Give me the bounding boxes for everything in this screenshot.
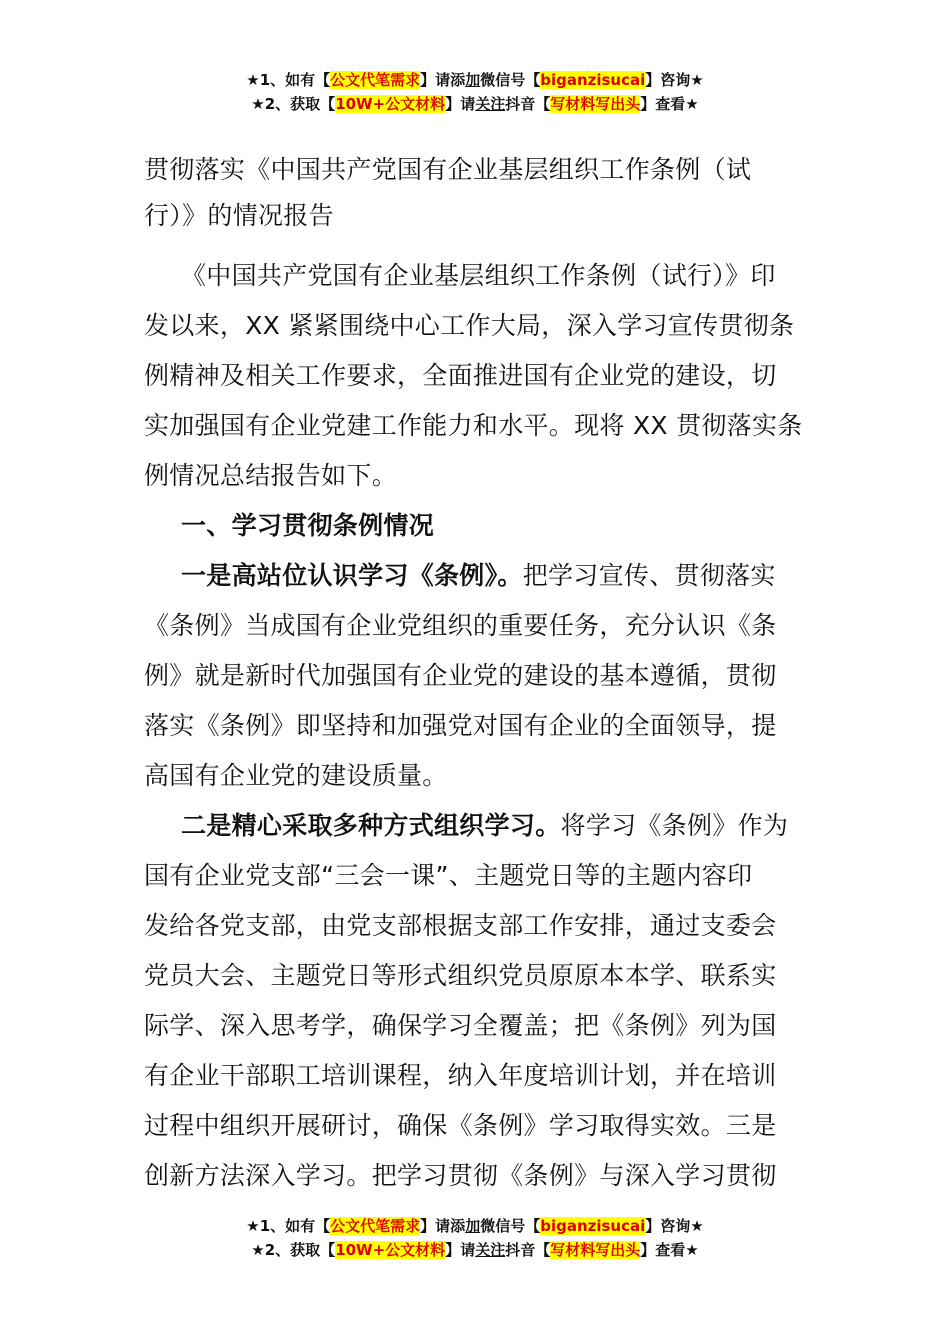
paragraph-line: 实加强国有企业党建工作能力和水平。现将 XX 贯彻落实条 [144, 411, 803, 440]
highlight-douyin-account: 写材料写出头 [550, 95, 641, 113]
banner-text: ★2、获取【 [251, 1241, 336, 1259]
banner-text: ★1、如有【 [246, 1217, 331, 1235]
intro-paragraph [144, 251, 809, 501]
banner-text: ★2、获取【 [251, 95, 336, 113]
paragraph-line: 国有企业党支部“三会一课”、主题党日等的主题内容印 [144, 861, 753, 890]
highlight-service: 公文代笔需求 [330, 71, 421, 89]
banner-text: 】请 [445, 1241, 476, 1259]
paragraph-line: 例》就是新时代加强国有企业党的建设的基本遵循，贯彻 [144, 661, 777, 690]
paragraph-line: 创新方法深入学习。把学习贯彻《条例》与深入学习贯彻 [144, 1161, 777, 1190]
banner-line-1 [0, 68, 950, 92]
banner-text: 】请添 [420, 71, 466, 89]
paragraph-line: 过程中组织开展研讨，确保《条例》学习取得实效。三是 [144, 1111, 777, 1140]
document-title [144, 147, 809, 239]
document-body [144, 147, 809, 1201]
banner-text: 】查看★ [640, 95, 699, 113]
banner-text: 微信号【 [480, 1217, 541, 1235]
highlight-douyin-account: 写材料写出头 [550, 1241, 641, 1259]
paragraph-line: 高国有企业党的建设质量。 [144, 761, 448, 790]
point-lead-rest: 将学习《条例》作为 [560, 811, 789, 840]
banner-text: 抖音【 [505, 1241, 551, 1259]
paragraph-line: 党员大会、主题党日等形式组织党员原原本本学、联系实 [144, 961, 777, 990]
paragraph-line: 例精神及相关工作要求，全面推进国有企业党的建设，切 [144, 361, 777, 390]
banner-line-1 [0, 1214, 950, 1238]
paragraph-line: 《条例》当成国有企业党组织的重要任务，充分认识《条 [144, 611, 777, 640]
banner-text: 抖音【 [505, 95, 551, 113]
paragraph-line [144, 551, 809, 601]
paragraph-line: 落实《条例》即坚持和加强党对国有企业的全面领导，提 [144, 711, 777, 740]
paragraph-line: 有企业干部职工培训课程，纳入年度培训计划，并在培训 [144, 1061, 777, 1090]
paragraph-line [144, 801, 809, 851]
banner-line-2 [0, 1238, 950, 1262]
banner-emphasis: 加 [465, 71, 481, 89]
point-two-paragraph [144, 801, 809, 1201]
section-heading [144, 501, 809, 551]
paragraph-line: 发以来，XX 紧紧围绕中心工作大局，深入学习宣传贯彻条 [144, 311, 795, 340]
banner-text: ★1、如有【 [246, 71, 331, 89]
banner-text: 】查看★ [640, 1241, 699, 1259]
paragraph-line: 发给各党支部，由党支部根据支部工作安排，通过支委会 [144, 911, 777, 940]
banner-text: 】请 [445, 95, 476, 113]
paragraph-line: 际学、深入思考学，确保学习全覆盖；把《条例》列为国 [144, 1011, 777, 1040]
point-lead-rest: 把学习宣传、贯彻落实 [522, 561, 776, 590]
header-promo-banner [0, 68, 950, 116]
banner-text: 微信号【 [480, 71, 541, 89]
highlight-materials: 10W+公文材料 [335, 95, 446, 113]
point-one-paragraph [144, 551, 809, 801]
highlight-service: 公文代笔需求 [330, 1217, 421, 1235]
section-heading-text: 一、学习贯彻条例情况 [181, 511, 435, 540]
banner-text: 】咨询★ [645, 71, 704, 89]
paragraph-line: 例情况总结报告如下。 [144, 461, 398, 490]
footer-promo-banner [0, 1214, 950, 1262]
banner-emphasis: 关注 [475, 95, 506, 113]
paragraph-line: 《中国共产党国有企业基层组织工作条例（试行）》印 [181, 261, 776, 290]
banner-emphasis: 加 [465, 1217, 481, 1235]
banner-text: 】请添 [420, 1217, 466, 1235]
banner-text: 】咨询★ [645, 1217, 704, 1235]
banner-line-2 [0, 92, 950, 116]
title-line: 贯彻落实《中国共产党国有企业基层组织工作条例（试 [144, 155, 752, 184]
highlight-materials: 10W+公文材料 [335, 1241, 446, 1259]
point-lead-bold: 一是高站位认识学习《条例》。 [181, 561, 523, 590]
highlight-wechat-id: biganzisucai [540, 1217, 646, 1235]
point-lead-bold: 二是精心采取多种方式组织学习。 [181, 811, 561, 840]
banner-emphasis: 关注 [475, 1241, 506, 1259]
highlight-wechat-id: biganzisucai [540, 71, 646, 89]
title-line: 行）》的情况报告 [144, 201, 334, 230]
